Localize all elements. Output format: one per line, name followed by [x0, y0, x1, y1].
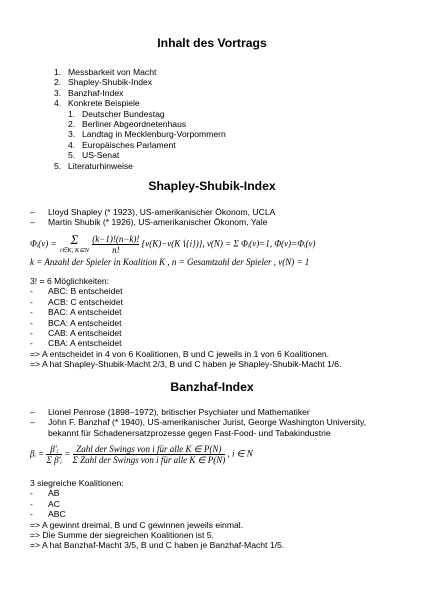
list-item: - BCA: A entscheidet — [30, 317, 122, 328]
text-line: 3 siegreiche Koalitionen: — [30, 478, 124, 488]
toc-item: 5. Literaturhinweise — [54, 160, 133, 171]
title-banzhaf: Banzhaf-Index — [170, 380, 254, 394]
toc-subitem: 4. Europäisches Parlament — [68, 139, 176, 150]
toc-list — [54, 67, 226, 171]
toc-subitem: 5. US-Senat — [68, 150, 120, 161]
shapley-permutations — [30, 276, 341, 370]
bullet-item: – Martin Shubik (* 1926), US-amerikanischer Ökonom, Yale — [30, 217, 268, 228]
text-line: => A hat Banzhaf-Macht 3/5, B und C haben je Banzhaf-Macht 1/5. — [30, 540, 285, 551]
list-item: - AB — [30, 488, 60, 499]
text-line: => A entscheidet in 4 von 6 Koalitionen, B und C jeweils in 1 von 6 Koalitionen. — [30, 348, 330, 359]
list-item: - CAB: A entscheidet — [30, 328, 122, 339]
list-item: - AC — [30, 498, 60, 509]
list-item: - CBA: A entscheidet — [30, 338, 122, 349]
bullet-continuation: bekannt für Schadenersatzprozesse gegen Fast-Food- und Tabakindustrie — [48, 427, 331, 438]
toc-item: 1. Messbarkeit von Macht — [54, 67, 157, 77]
text-line: => Die Summe der siegreichen Koalitionen ist 5. — [30, 530, 214, 541]
toc-item: 3. Banzhaf-Index — [54, 87, 124, 98]
list-item: - ABC — [30, 509, 66, 520]
toc-sublist — [54, 109, 226, 161]
list-item: - ACB: C entscheidet — [30, 296, 123, 307]
banzhaf-formula: βᵢ = $\frac{\text{β'ᵢ}}{\text{Σ β'ᵢ}}$ = $\frac{\text{Zahl der Swings von i für alle K ∈ P(N)}}{\text{Σ Zahl der Swings von i für alle K ∈ P(N)}}$ , i ∈ N — [30, 444, 253, 465]
toc-item: 2. Shapley-Shubik-Index — [54, 77, 153, 88]
text-line: => A gewinnt dreimal, B und C gewinnen jeweils einmal. — [30, 519, 244, 530]
shapley-formula: Φᵢ(v) = Σ i∈K, K⊆N $\frac{(k-1)!(n-k)!}{n!}$ {v(K)−v(K∖{i})}, v(N) = Σ Φᵢ(v)=1, Φ(v)=Φᵢ(v) — [30, 232, 316, 255]
shapley-definitions: k = Anzahl der Spieler in Koalition K , n = Gesamtzahl der Spieler , v(N) = 1 — [30, 257, 310, 267]
title-shapley-shubik: Shapley-Shubik-Index — [148, 179, 276, 193]
title-inhalt: Inhalt des Vortrags — [157, 36, 267, 50]
banzhaf-bullets — [30, 407, 366, 438]
toc-item: 4. Konkrete Beispiele — [54, 98, 140, 109]
list-item: - BAC: A entscheidet — [30, 307, 122, 318]
toc-subitem: 1. Deutscher Bundestag — [68, 108, 165, 119]
toc-subitem: 3. Landtag in Mecklenburg-Vorpommern — [68, 129, 226, 140]
shapley-bullets — [30, 207, 275, 228]
bullet-item: – Lionel Penrose (1898–1972), britischer Psychiater und Mathematiker — [30, 407, 310, 417]
toc-subitem: 2. Berliner Abgeordnetenhaus — [68, 119, 187, 130]
text-line: 3! = 6 Möglichkeiten: — [30, 276, 110, 286]
bullet-item: – Lloyd Shapley (* 1923), US-amerikanischer Ökonom, UCLA — [30, 207, 276, 217]
banzhaf-coalitions — [30, 478, 284, 551]
list-item: - ABC: B entscheidet — [30, 286, 123, 297]
bullet-item: – John F. Banzhaf (* 1940), US-amerikanischer Jurist, George Washington University, — [30, 417, 367, 428]
text-line: => A hat Shapley-Shubik-Macht 2/3, B und C haben je Shapley-Shubik-Macht 1/6. — [30, 359, 342, 370]
